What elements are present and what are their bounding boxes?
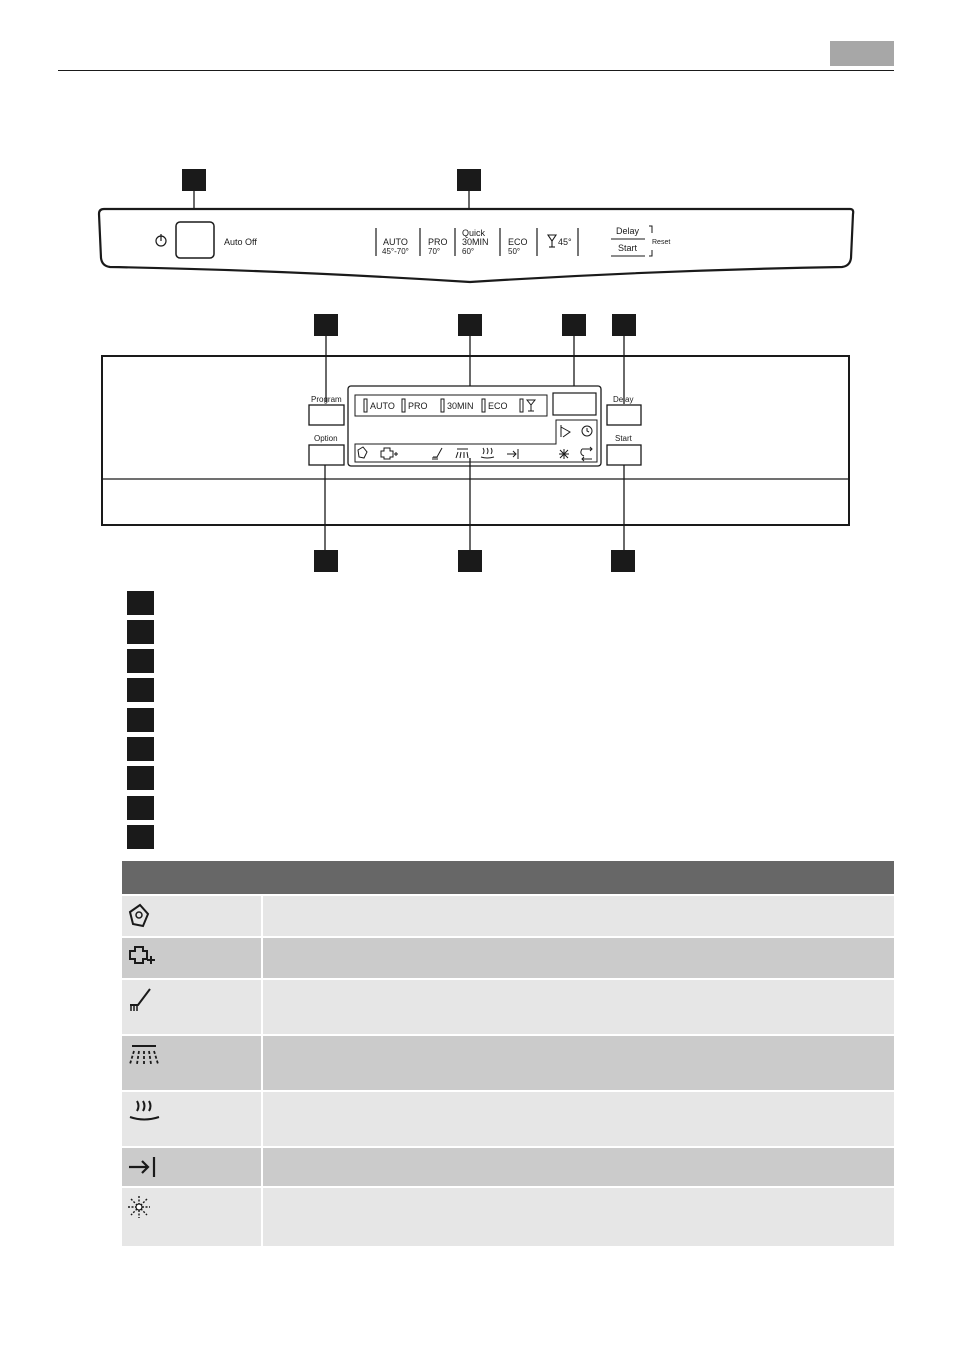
callout-9 — [611, 550, 635, 572]
callout-2 — [457, 169, 481, 191]
table-row — [122, 1186, 894, 1246]
sun-icon — [122, 1188, 263, 1246]
legend-item-7 — [127, 766, 154, 790]
start-button[interactable] — [607, 445, 641, 465]
display-30min: 30MIN — [447, 401, 474, 411]
legend-item-3 — [127, 649, 154, 673]
power-button[interactable] — [176, 222, 214, 258]
extra-rinse-icon — [122, 938, 263, 978]
legend-item-9 — [127, 825, 154, 849]
legend-item-5 — [127, 708, 154, 732]
legend-item-6 — [127, 737, 154, 761]
table-row — [122, 1034, 894, 1090]
table-row — [122, 978, 894, 1034]
program-button[interactable] — [309, 405, 344, 425]
callout-4 — [458, 314, 482, 336]
table-row — [122, 1090, 894, 1146]
legend-item-2 — [127, 620, 154, 644]
delay-label[interactable]: Delay — [616, 226, 640, 236]
table-row — [122, 894, 894, 936]
callout-3 — [314, 314, 338, 336]
dry-icon — [122, 1092, 263, 1146]
program-auto-temp: 45°-70° — [382, 247, 409, 256]
option-button-label: Option — [314, 434, 338, 443]
display-sun-icon — [559, 449, 569, 459]
program-eco-temp: 50° — [508, 247, 521, 256]
callout-7 — [314, 550, 338, 572]
spray-icon — [122, 1036, 263, 1090]
callout-6 — [612, 314, 636, 336]
program-button-label: Program — [311, 395, 342, 404]
delay-button-label: Delay — [613, 395, 634, 404]
display-auto: AUTO — [370, 401, 395, 411]
callout-8 — [458, 550, 482, 572]
program-30min: 30MIN — [462, 237, 489, 247]
program-pro[interactable]: PRO — [428, 237, 448, 247]
auto-off-label: Auto Off — [224, 237, 257, 247]
table-row — [122, 1146, 894, 1186]
display-eco: ECO — [488, 401, 508, 411]
table-row — [122, 936, 894, 978]
program-quick-temp: 60° — [462, 247, 475, 256]
delay-button[interactable] — [607, 405, 641, 425]
program-pro-temp: 70° — [428, 247, 441, 256]
brush-icon — [122, 980, 263, 1034]
callout-1 — [182, 169, 206, 191]
program-quick[interactable]: Quick — [462, 228, 486, 238]
indicator-table — [122, 861, 894, 1246]
display-pro: PRO — [408, 401, 428, 411]
start-button-label: Start — [615, 434, 632, 443]
reset-label: Reset — [652, 239, 671, 246]
option-button[interactable] — [309, 445, 344, 465]
program-auto[interactable]: AUTO — [383, 237, 408, 247]
table-header — [122, 861, 894, 894]
program-glass[interactable]: 45° — [558, 237, 572, 247]
legend-item-8 — [127, 796, 154, 820]
end-icon — [122, 1148, 263, 1186]
start-label[interactable]: Start — [618, 243, 638, 253]
legend-item-1 — [127, 591, 154, 615]
salt-icon — [122, 896, 263, 936]
program-eco[interactable]: ECO — [508, 237, 528, 247]
callout-5 — [562, 314, 586, 336]
legend-item-4 — [127, 678, 154, 702]
